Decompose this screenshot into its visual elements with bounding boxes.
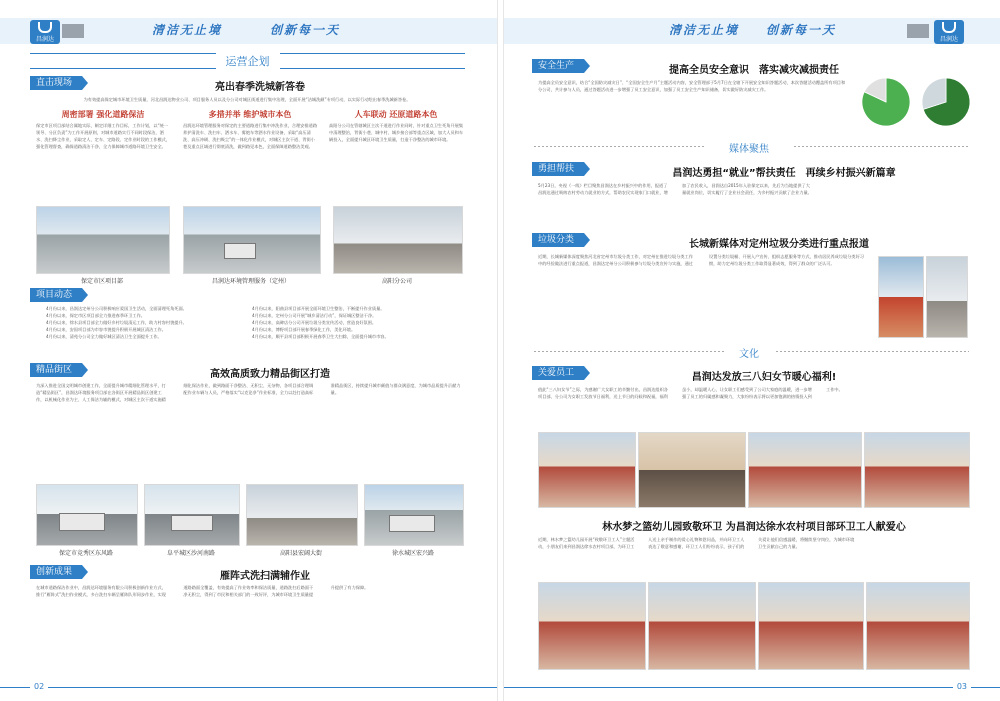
- col3-text: 高阳分公司在管辖城区主次干道进行作业同时，针对重点卫生死角开展集中清理整治，背街小巷、城中村、城乡接合部等重点区域，加大人员和车辆投入，全面提升城区环境卫生质量，打造干净整洁的城市环境。: [329, 123, 463, 142]
- photo-street-3: [246, 484, 358, 546]
- intro-text: 为有效提高保定城市环境卫生质量，河北昌润达物业公司、项目服务人员以及分公司对城区街道进行集中治理，全面开展“洁城洗颜”专项行动，以实际行动绘出春季洗城新答卷。: [83, 97, 411, 102]
- innovation-text: 在城市道路保洁作业中，昌润达环境服务有限公司积极创新作业方式，推行“雁阵式”洗扫作业模式，多台洗扫车辆呈雁阵队形同步作业，实现道路路面全覆盖，有效提高了作业效率和保洁质量，道路洗扫后路面干净无积尘，得到了市民和相关部门的一致好评，为城市环境卫生质量提升提供了有力保障。: [36, 585, 369, 597]
- photo-womens-day-1: [538, 432, 636, 508]
- footer-line: [0, 687, 497, 688]
- col2-title: 多措并举 维护城市本色: [208, 110, 292, 119]
- caption-3: 高阳分公司: [381, 278, 412, 285]
- safety-quiz-chart: [856, 68, 976, 136]
- divider-dots-left-2: [534, 351, 724, 352]
- news-item: 4月份以来，定州分公司开展“城乡清洁行动”，保证城区整洁干净。: [252, 313, 377, 318]
- news-item: 4月份以来，安国项目部为市容市貌提升积极开展城区清洁工作。: [46, 327, 166, 332]
- divider-dots-right: [794, 146, 969, 147]
- caption-1: 保定市区项目部: [80, 278, 123, 285]
- news-item: 4月份以来，高碑店分公司开展垃圾分类宣传活动，营造良好氛围。: [252, 320, 377, 325]
- kindergarten-text: 近期，林水梦之篮幼儿园开展“致敬环卫工人”主题活动，小朋友们来到昌润达徐水农村项目部，为环卫工人送上亲手制作的爱心礼物和慰问品，并向环卫工人表达了敬意和感谢，环卫工人们纷纷表示，孩子们的关爱让他们倍感温暖，将继续坚守岗位，为城市环境卫生贡献自己的力量。: [538, 537, 855, 549]
- tag-live: 直击现场: [30, 76, 82, 90]
- headline-employment: 昌润达勇担“就业”帮扶责任 再续乡村振兴新篇章: [672, 168, 896, 179]
- womens-day-text: 值此“三八妇女节”之际，为感谢广大女职工的辛勤付出，昌润达组织各项目部、分公司为女职工发放节日福利，送上节日的问候和祝福，福利虽小，却温暖人心，让女职工们感受到了公司大家庭的温暖，进一步增强了员工的归属感和凝聚力，大家纷纷表示将以更加饱满的热情投入到工作中。: [538, 387, 843, 399]
- employment-text: 5月23日，央视《一线》栏目聚焦昌润达在乡村振兴中的作用，报道了昌润达通过吸纳农村劳动力就业的方式，帮助农民实现家门口就业，增加了农民收入，昌润达自2015年入驻保定以来，先后为当地提供了大量就业岗位，切实履行了企业社会责任，为乡村振兴贡献了企业力量。: [538, 183, 812, 195]
- tag-innovation: 创新成果: [30, 565, 82, 579]
- divider-dots-left: [534, 146, 704, 147]
- headline-boutique: 高效高质致力精品街区打造: [210, 369, 330, 380]
- tag-project-news: 项目动态: [30, 288, 82, 302]
- photo-office-building: [333, 206, 463, 274]
- photo-street-1: [36, 484, 138, 546]
- logo-mark-icon: [942, 22, 956, 33]
- photo-street-2: [144, 484, 240, 546]
- headline-womens-day: 昌润达发放三八妇女节暖心福利!: [691, 372, 837, 383]
- brand-logo-right: [934, 20, 964, 44]
- tag-support: 勇担帮扶: [532, 162, 584, 176]
- photo-womens-day-4: [864, 432, 970, 508]
- page-number-right: 03: [953, 681, 971, 693]
- caption-2: 昌润达环境管理服务（定州）: [211, 278, 290, 285]
- divider-dots-right-2: [776, 351, 969, 352]
- slogan-right: 创新每一天: [270, 23, 341, 37]
- footer-line: [504, 687, 1000, 688]
- slogan-left: 清洁无止境: [152, 23, 223, 37]
- photo-kindergarten-4: [866, 582, 970, 670]
- col1-text: 保定市区项目部结合属地实际，制定详细工作目标，工作计划，以“统一领导、分区负责”为工作开展原则，对城市道路实行不同时段保洁，洒水、洗扫降尘作业，采取定人、定车、定路段、定作业时段的工作模式，强化管理督查，确保道路清洁干净，全力保障城市道路环境卫生安全。: [36, 123, 170, 149]
- caption-street-2: 阜平城区沙河南路: [166, 550, 215, 557]
- photo-womens-day-3: [748, 432, 862, 508]
- culture-section-title: 文化: [739, 349, 759, 360]
- headline-kindergarten: 林水梦之篮幼儿园致敬环卫 为昌润达徐水农村项目部环卫工人献爱心: [602, 522, 906, 533]
- right-footer: [504, 681, 1000, 693]
- photo-kindergarten-3: [758, 582, 864, 670]
- section-title: 运营企划: [216, 53, 280, 69]
- headline-spring-wash: 亮出春季洗城新答卷: [215, 82, 305, 93]
- truck-shape: [224, 243, 256, 259]
- left-footer: [0, 681, 497, 693]
- truck-shape: [59, 513, 105, 531]
- news-item: 4月份以来，顺平县项目部积极开展春季卫生大扫除，全面提升城市市容。: [252, 334, 389, 339]
- photo-womens-day-2: [638, 432, 746, 508]
- photo-kindergarten-2: [648, 582, 756, 670]
- tag-boutique-street: 精品街区: [30, 363, 82, 377]
- slogan-right-right: 创新每一天: [766, 23, 837, 37]
- brand-name: 昌润达: [35, 35, 54, 43]
- caption-street-3: 高阳县宏阔大街: [279, 550, 322, 557]
- media-section-title: 媒体聚焦: [729, 144, 769, 155]
- news-right-list: [252, 305, 464, 365]
- logo-mark-icon: [38, 22, 52, 33]
- news-item: 4月份以来，昌润达定州分公司积极响应爱国卫生活动，全面清理死角死面。: [46, 306, 187, 311]
- logo-tail-right: [907, 24, 929, 38]
- boutique-text: 为深入推进全国文明城市创建工作，全面提升城市精细化管理水平，打造“精品街区”，昌润达环境服务项目部在各街区开展精品街区创建工作，以机械化作业为主、人工保洁为辅的模式，对城区主次干道实施精细化保洁作业，做到路面干净整洁、无积尘、无杂物，各项目部合理调配作业车辆与人员，严格落实“以克论净”作业标准，全力以赴打造高标准精品街区，持续提升城市颜值与群众满意度，为城市品质提升贡献力量。: [36, 383, 461, 402]
- headline-safety: 提高全员安全意识 落实减灾减损责任: [669, 65, 839, 76]
- news-item: 4月份以来，保定市区项目部全力推进春季环卫工作。: [46, 313, 145, 318]
- col2-text: 昌润达环境管理服务对保定的主要道路进行集中冲洗作业，合理安排道路养护清洗车、洗扫车、洒水车、雾炮车等洒水作业设备，采取“高压清洗、高压冲刷、洗扫吸尘”的一体化作业模式，对城区主次干道、背街小巷及重点区域进行彻底清洗，做到路见本色，全面保障道路整洁美观。: [183, 123, 317, 149]
- truck-shape: [171, 515, 213, 531]
- news-item: 4月份以来，徐水县项目部全力做好乡村垃圾清运工作，助力村容村貌提升。: [46, 320, 187, 325]
- section-band-operations: [30, 53, 465, 69]
- right-page: [503, 0, 1000, 701]
- photo-sorting-booth: [878, 256, 924, 338]
- photo-city-road: [36, 206, 170, 274]
- brand-logo: [30, 20, 60, 44]
- headline-innovation: 雁阵式洗扫满辅作业: [220, 571, 310, 582]
- tag-safety: 安全生产: [532, 59, 584, 73]
- brand-name: 昌润达: [939, 35, 958, 43]
- photo-reporter: [926, 256, 968, 338]
- garbage-text: 近期，长城新媒体深度聚焦河北省定州市垃圾分类工作，对定州在推进垃圾分类工作中的经验做法进行重点报道，昌润达定州分公司积极参与垃圾分类宣传与实施，通过设置分类垃圾桶、开展入户宣传、组织志愿服务等方式，推动居民养成垃圾分类好习惯，助力定州垃圾分类工作取得显著成效，得到了群众的广泛认可。: [538, 254, 864, 266]
- truck-shape: [389, 515, 435, 532]
- news-item: 4月份以来，清苑分公司全力做好城区清洁卫生全面提升工作。: [46, 334, 162, 339]
- col3-title: 人车联动 还原道路本色: [354, 110, 438, 119]
- news-item: 4月份以来，阳曲县项目部开展全面环境卫生整治，不断提升作业质量。: [252, 306, 385, 311]
- headline-garbage: 长城新媒体对定州垃圾分类进行重点报道: [689, 239, 869, 250]
- photo-kindergarten-1: [538, 582, 646, 670]
- news-item: 4月份以来，博野项目部开展春季绿化工作，美化环境。: [252, 327, 356, 332]
- tag-garbage-sorting: 垃圾分类: [532, 233, 584, 247]
- photo-wash-trucks: [183, 206, 321, 274]
- safety-text: 为提高全员安全意识，结合“全国防灾减灾日”、“全国安全生产月”主题活动内容，安全管理部于5月7日在全辖下开展安全知识答题活动，本次答题活动覆盖所有项目和分公司，共计参与人员，通过答题活动进一步增强了员工安全意识，加强了员工安全生产知识储备，切实做好防灾减灾工作。: [538, 80, 846, 92]
- caption-street-4: 徐水城区宏兴路: [391, 550, 434, 557]
- logo-tail: [62, 24, 84, 38]
- news-left-list: [46, 305, 241, 365]
- photo-street-4: [364, 484, 464, 546]
- tag-employee-care: 关爱员工: [532, 366, 584, 380]
- slogan-left-right: 清洁无止境: [669, 23, 740, 37]
- page-number-left: 02: [30, 681, 48, 693]
- caption-street-1: 保定市竞秀区东风路: [58, 550, 113, 557]
- col1-title: 周密部署 强化道路保洁: [61, 110, 145, 119]
- left-page: [0, 0, 498, 701]
